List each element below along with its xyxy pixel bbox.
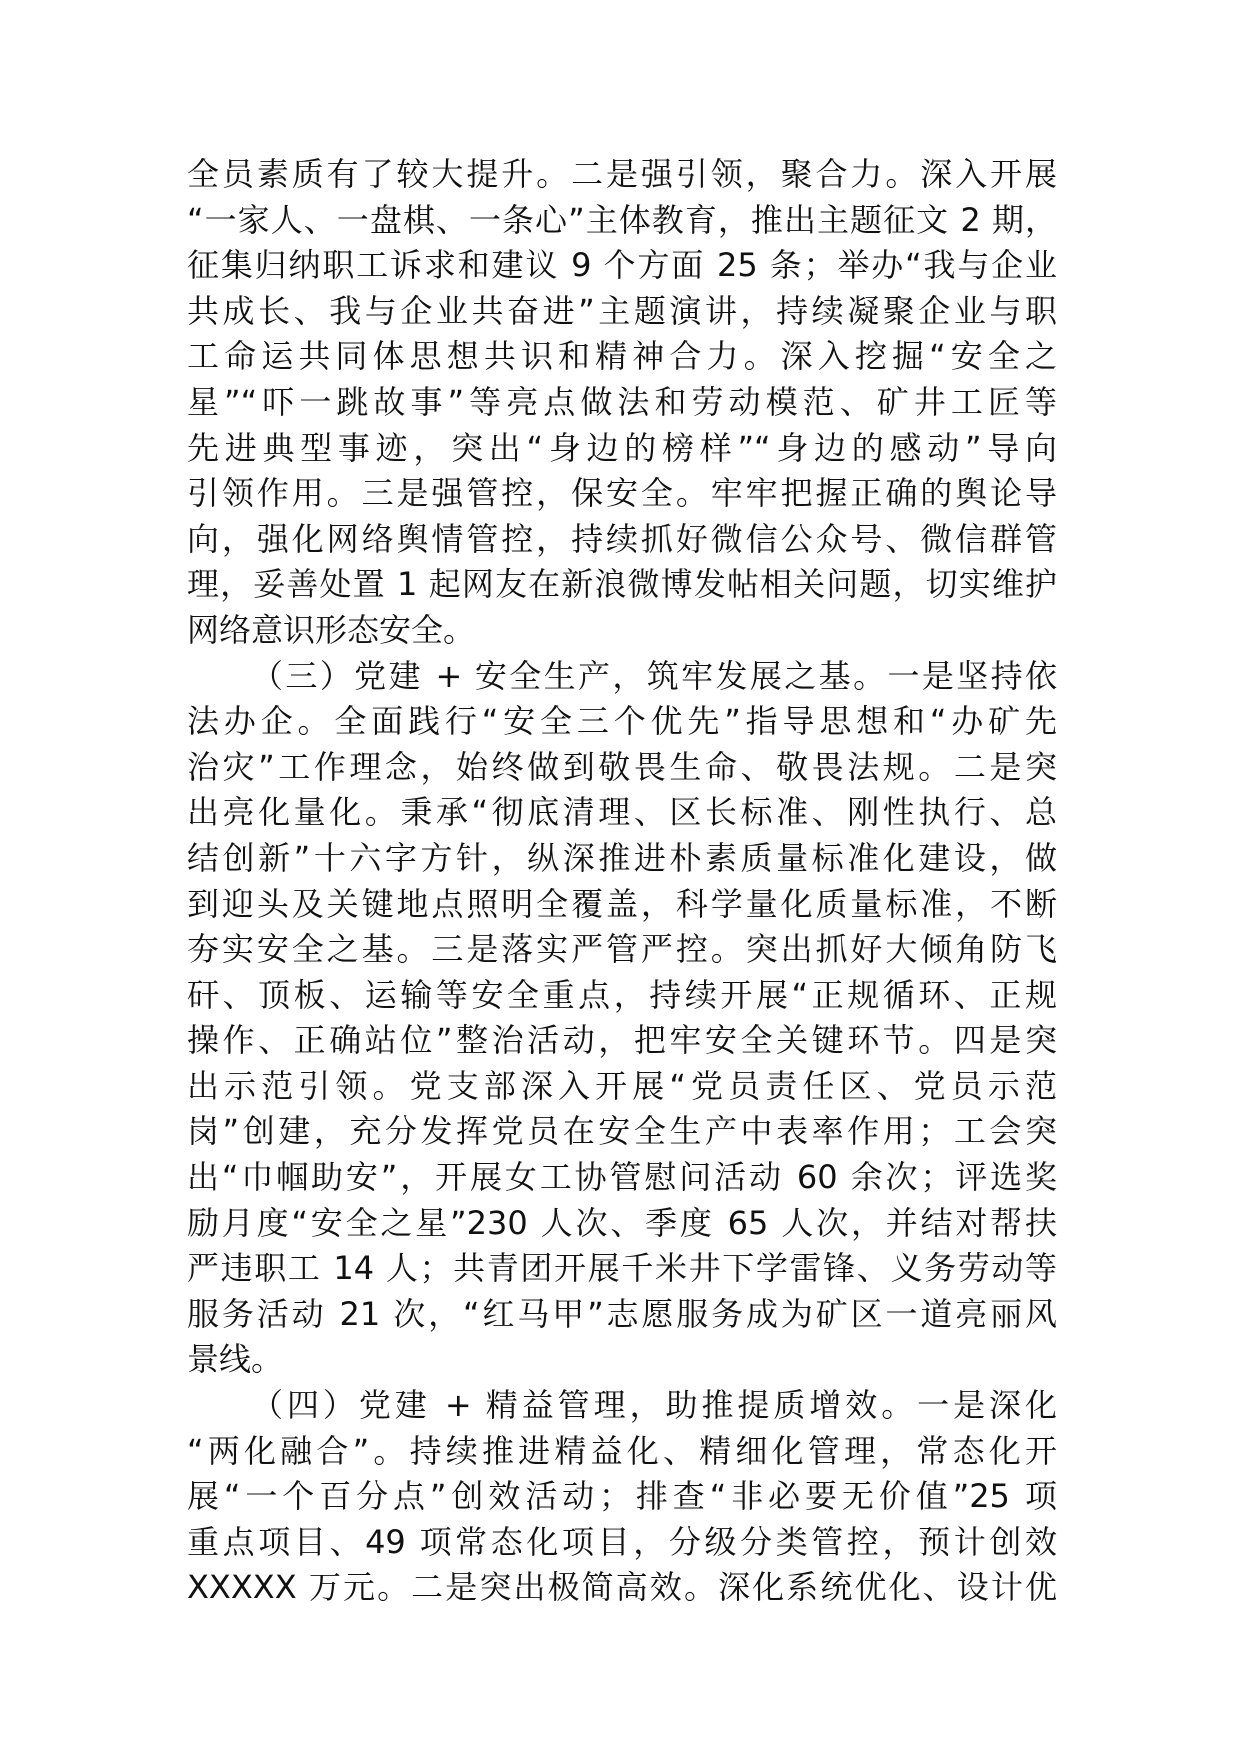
text-line: 重点项目、49 项常态化项目，分级分类管控，预计创效 bbox=[187, 1522, 1057, 1561]
text-line: 共成长、我与企业共奋进”主题演讲，持续凝聚企业与职 bbox=[187, 291, 1057, 330]
text-line: 展“一个百分点”创效活动；排查“非必要无价值”25 项 bbox=[187, 1477, 1057, 1516]
text-line: “一家人、一盘棋、一条心”主体教育，推出主题征文 2 期， bbox=[187, 200, 1057, 239]
text-line: 到迎头及关键地点照明全覆盖，科学量化质量标准，不断 bbox=[187, 884, 1057, 923]
text-line: 工命运共同体思想共识和精神合力。深入挖掘“安全之 bbox=[187, 337, 1057, 376]
text-line: 先进典型事迹，突出“身边的榜样”“身边的感动”导向 bbox=[187, 428, 1057, 467]
text-line: 夯实安全之基。三是落实严管严控。突出抓好大倾角防飞 bbox=[187, 930, 1057, 969]
text-line: 理，妥善处置 1 起网友在新浪微博发帖相关问题，切实维护 bbox=[187, 565, 1057, 604]
text-line: 征集归纳职工诉求和建议 9 个方面 25 条；举办“我与企业 bbox=[187, 246, 1057, 285]
text-line: 严违职工 14 人；共青团开展千米井下学雷锋、义务劳动等 bbox=[187, 1249, 1057, 1288]
text-line: 出亮化量化。秉承“彻底清理、区长标准、刚性执行、总 bbox=[187, 793, 1057, 832]
body-text bbox=[187, 152, 1057, 1611]
text-line: 出“巾帼助安”，开展女工协管慰问活动 60 余次；评选奖 bbox=[187, 1158, 1057, 1197]
text-line: 励月度“安全之星”230 人次、季度 65 人次，并结对帮扶 bbox=[187, 1203, 1057, 1242]
text-line: “两化融合”。持续推进精益化、精细化管理，常态化开 bbox=[187, 1431, 1057, 1470]
text-line: 引领作用。三是强管控，保安全。牢牢把握正确的舆论导 bbox=[187, 474, 1057, 513]
text-line: 出示范引领。党支部深入开展“党员责任区、党员示范 bbox=[187, 1066, 1057, 1105]
text-line: 网络意识形态安全。 bbox=[187, 610, 476, 649]
text-line: 矸、顶板、运输等安全重点，持续开展“正规循环、正规 bbox=[187, 975, 1057, 1014]
text-line: （三）党建 + 安全生产，筑牢发展之基。一是坚持依 bbox=[251, 656, 1057, 695]
text-line: 治灾”工作理念，始终做到敬畏生命、敬畏法规。二是突 bbox=[187, 747, 1057, 786]
text-line: 景线。 bbox=[187, 1340, 284, 1379]
text-line: 全员素质有了较大提升。二是强引领，聚合力。深入开展 bbox=[187, 155, 1057, 193]
text-line: 结创新”十六字方针，纵深推进朴素质量标准化建设，做 bbox=[187, 838, 1057, 877]
text-line: （四）党建 + 精益管理，助推提质增效。一是深化 bbox=[251, 1386, 1057, 1425]
text-line: 向，强化网络舆情管控，持续抓好微信公众号、微信群管 bbox=[187, 519, 1057, 558]
text-line: 星”“吓一跳故事”等亮点做法和劳动模范、矿井工匠等 bbox=[187, 382, 1057, 421]
text-line: 操作、正确站位”整治活动，把牢安全关键环节。四是突 bbox=[187, 1021, 1057, 1060]
text-line: 服务活动 21 次，“红马甲”志愿服务成为矿区一道亮丽风 bbox=[187, 1294, 1057, 1333]
text-line: 岗”创建，充分发挥党员在安全生产中表率作用；工会突 bbox=[187, 1112, 1057, 1151]
text-line: 法办企。全面践行“安全三个优先”指导思想和“办矿先 bbox=[187, 702, 1057, 741]
text-line: XXXXX 万元。二是突出极简高效。深化系统优化、设计优 bbox=[187, 1568, 1057, 1607]
